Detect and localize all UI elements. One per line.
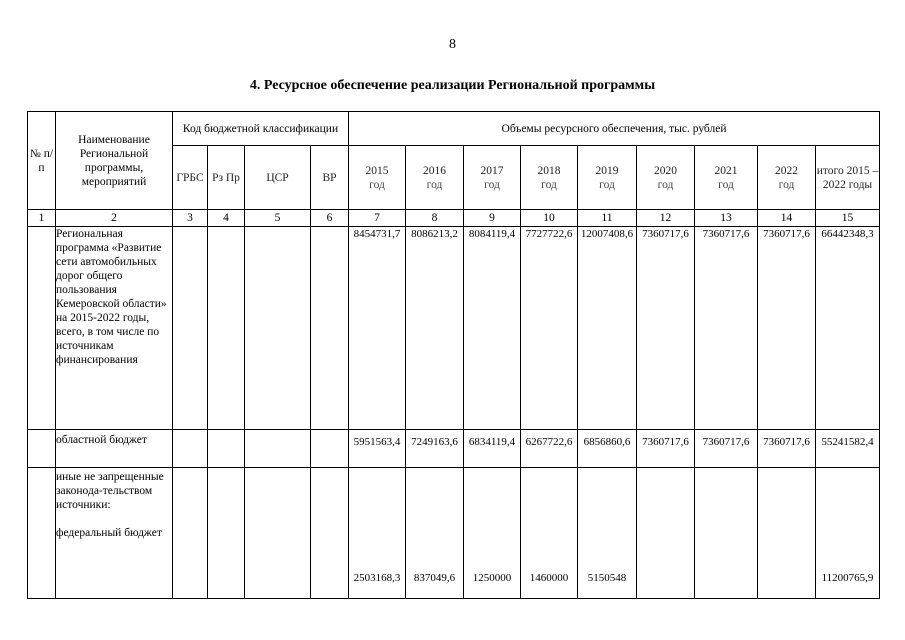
grbs-cell [173,430,208,468]
table-row [28,430,880,468]
value-total: 66442348,3 [816,227,880,430]
col-number: 2 [56,210,173,227]
value-2015: 8454731,7 [349,227,406,430]
header-year-2018: 2018 год [521,146,578,210]
col-number: 9 [464,210,521,227]
header-year-2019: 2019 год [578,146,637,210]
col-number: 12 [637,210,695,227]
value-2021: 7360717,6 [695,227,758,430]
csr-cell [245,227,311,430]
value-2022 [758,468,816,599]
value-total: 55241582,4 [816,430,880,468]
resource-table [27,111,880,599]
value-2015: 5951563,4 [349,430,406,468]
vr-cell [311,227,349,430]
value-total: 11200765,9 [816,468,880,599]
header-year-2016: 2016 год [406,146,464,210]
header-kbk: Код бюджетной классификации [173,112,349,146]
value-2017: 8084119,4 [464,227,521,430]
col-number: 3 [173,210,208,227]
regional-budget-cell: областной бюджет [56,430,173,468]
value-2019: 12007408,6 [578,227,637,430]
header-volumes: Объемы ресурсного обеспечения, тыс. рублей [349,112,880,146]
other-sources-cell [56,468,173,599]
value-2021: 7360717,6 [695,430,758,468]
header-year-2020: 2020 год [637,146,695,210]
program-name-cell: Региональная программа «Развитие сети автомобильных дорог общего пользования Кемеровской области» на 2015-2022 годы, всего, в том числе по источникам финансирования [56,227,173,430]
col-number: 15 [816,210,880,227]
col-number: 11 [578,210,637,227]
value-2016: 837049,6 [406,468,464,599]
value-2020: 7360717,6 [637,430,695,468]
vr-cell [311,468,349,599]
header-year-2021: 2021 год [695,146,758,210]
col-number: 1 [28,210,56,227]
value-2015: 2503168,3 [349,468,406,599]
header-total: итого 2015 – 2022 годы [816,146,880,210]
rzpr-cell [208,227,245,430]
header-csr: ЦСР [245,146,311,210]
value-2020 [637,468,695,599]
header-rzpr: Рз Пр [208,146,245,210]
col-number: 4 [208,210,245,227]
value-2016: 8086213,2 [406,227,464,430]
header-year-2017: 2017 год [464,146,521,210]
value-2016: 7249163,6 [406,430,464,468]
column-number-row [28,210,880,227]
other-sources-label: иные не запрещенные законода-тельством источники: [56,471,164,511]
col-number: 13 [695,210,758,227]
col-number: 8 [406,210,464,227]
row-num-cell [28,227,56,430]
grbs-cell [173,468,208,599]
table-row [28,468,880,599]
rzpr-cell [208,430,245,468]
value-2020: 7360717,6 [637,227,695,430]
value-2018: 6267722,6 [521,430,578,468]
value-2021 [695,468,758,599]
header-year-2015: 2015 год [349,146,406,210]
page-number: 8 [449,37,456,52]
col-number: 6 [311,210,349,227]
value-2019: 5150548 [578,468,637,599]
rzpr-cell [208,468,245,599]
header-num: № п/п [28,112,56,210]
value-2019: 6856860,6 [578,430,637,468]
value-2022: 7360717,6 [758,430,816,468]
grbs-cell [173,227,208,430]
value-2018: 7727722,6 [521,227,578,430]
header-grbs: ГРБС [173,146,208,210]
table-row [28,227,880,430]
col-number: 5 [245,210,311,227]
value-2018: 1460000 [521,468,578,599]
csr-cell [245,468,311,599]
value-2022: 7360717,6 [758,227,816,430]
header-year-2022: 2022 год [758,146,816,210]
section-title: 4. Ресурсное обеспечение реализации Региональной программы [249,78,656,93]
vr-cell [311,430,349,468]
value-2017: 6834119,4 [464,430,521,468]
col-number: 14 [758,210,816,227]
row-num-cell [28,430,56,468]
value-2017: 1250000 [464,468,521,599]
header-name: Наименование Региональной программы, мероприятий [56,112,173,210]
header-vr: ВР [311,146,349,210]
csr-cell [245,430,311,468]
col-number: 10 [521,210,578,227]
col-number: 7 [349,210,406,227]
row-num-cell [28,468,56,599]
federal-budget-label: федеральный бюджет [56,527,162,539]
